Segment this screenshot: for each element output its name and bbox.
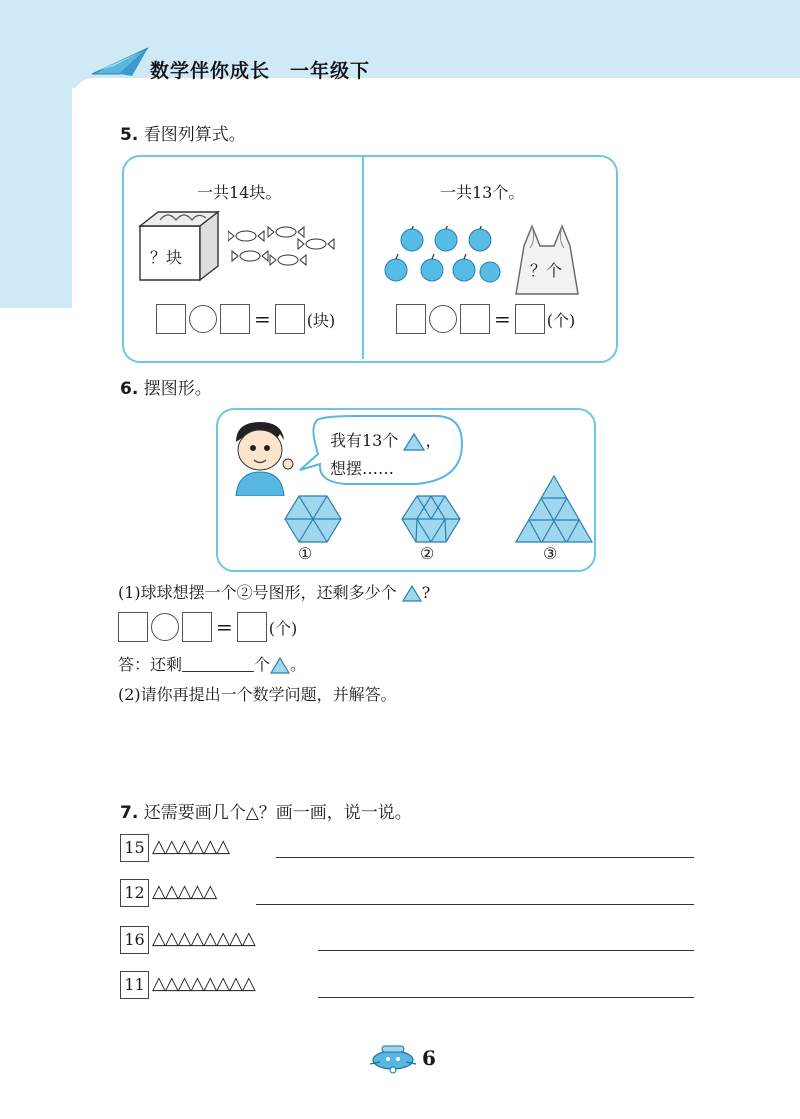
airplane-mascot-icon: [368, 1040, 418, 1074]
q7-text: 还需要画几个△？画一画，说一说。: [143, 803, 412, 823]
shape-1-hexagon-icon: [284, 494, 342, 544]
operator-circle[interactable]: [429, 305, 457, 333]
shape-label-2: ②: [420, 544, 435, 563]
shape-label-3: ③: [543, 544, 558, 563]
q7-number: 7.: [120, 803, 139, 823]
q7-triangles: △△△△△: [152, 881, 217, 902]
q5-divider: [362, 157, 364, 359]
q7-triangles: △△△△△△: [152, 836, 230, 857]
q7-triangles: △△△△△△△△: [152, 973, 255, 994]
q5-right-equation: [396, 304, 575, 334]
answer-box[interactable]: [460, 304, 490, 334]
shape-label-1: ①: [298, 544, 313, 563]
q7-number-box: 15: [120, 834, 149, 862]
answer-blank[interactable]: [182, 655, 254, 672]
page-number: 6: [422, 1046, 436, 1070]
answer-box[interactable]: [275, 304, 305, 334]
q6-sub1: (1)球球想摆一个②号图形，还剩多少个 ?: [118, 583, 431, 602]
q6-equation: [118, 612, 297, 642]
operator-circle[interactable]: [151, 613, 179, 641]
q7-number-box: 16: [120, 926, 149, 954]
q6-sub2: (2)请你再提出一个数学问题，并解答。: [118, 685, 397, 704]
candies-icon: [228, 222, 336, 272]
answer-box[interactable]: [515, 304, 545, 334]
triangle-icon: [270, 657, 290, 674]
triangle-icon: [402, 585, 422, 602]
paper-plane-logo-icon: [90, 44, 150, 78]
q7-answer-line[interactable]: [256, 904, 694, 905]
q7-title: [120, 798, 412, 823]
unit-label: (块): [306, 310, 336, 330]
equals-sign: =: [494, 307, 511, 331]
q6-answer: 答：还剩 个 。: [118, 655, 307, 674]
q7-answer-line[interactable]: [318, 950, 694, 951]
boy-icon: [222, 420, 302, 496]
bubble-line-2: 想摆……: [330, 459, 395, 478]
q5-title: [120, 120, 246, 145]
shape-2-icon: [400, 494, 462, 544]
answer-box[interactable]: [237, 612, 267, 642]
equals-sign: =: [254, 307, 271, 331]
operator-circle[interactable]: [189, 305, 217, 333]
q5-left-equation: [156, 304, 335, 334]
shape-3-triangle-icon: [514, 474, 594, 544]
q5-bag-label: ？个: [530, 261, 563, 280]
equals-sign: =: [216, 615, 233, 639]
q7-number-box: 11: [120, 971, 149, 999]
header-title: 数学伴你成长 一年级下: [150, 60, 371, 82]
q6-title: [120, 374, 212, 399]
speech-bubble: [296, 414, 466, 496]
q7-answer-line[interactable]: [276, 857, 694, 858]
unit-label: (个): [546, 310, 576, 330]
q6-number: 6.: [120, 379, 139, 399]
q7-triangles: △△△△△△△△: [152, 928, 255, 949]
q5-right-caption: 一共13个。: [440, 183, 525, 202]
q7-answer-line[interactable]: [318, 997, 694, 998]
q6-text: 摆图形。: [143, 379, 212, 399]
q5-box-label: ？块: [150, 248, 183, 267]
answer-box[interactable]: [156, 304, 186, 334]
answer-box[interactable]: [396, 304, 426, 334]
q5-number: 5.: [120, 125, 139, 145]
q5-text: 看图列算式。: [143, 125, 246, 145]
unit-label: (个): [268, 618, 298, 638]
answer-box[interactable]: [182, 612, 212, 642]
bubble-line-1: 我有13个 ，: [330, 431, 442, 450]
q7-number-box: 12: [120, 879, 149, 907]
answer-box[interactable]: [118, 612, 148, 642]
triangle-icon: [403, 433, 425, 451]
side-band: [0, 88, 72, 308]
answer-box[interactable]: [220, 304, 250, 334]
apples-icon: [384, 226, 502, 288]
q5-left-caption: 一共14块。: [197, 183, 282, 202]
